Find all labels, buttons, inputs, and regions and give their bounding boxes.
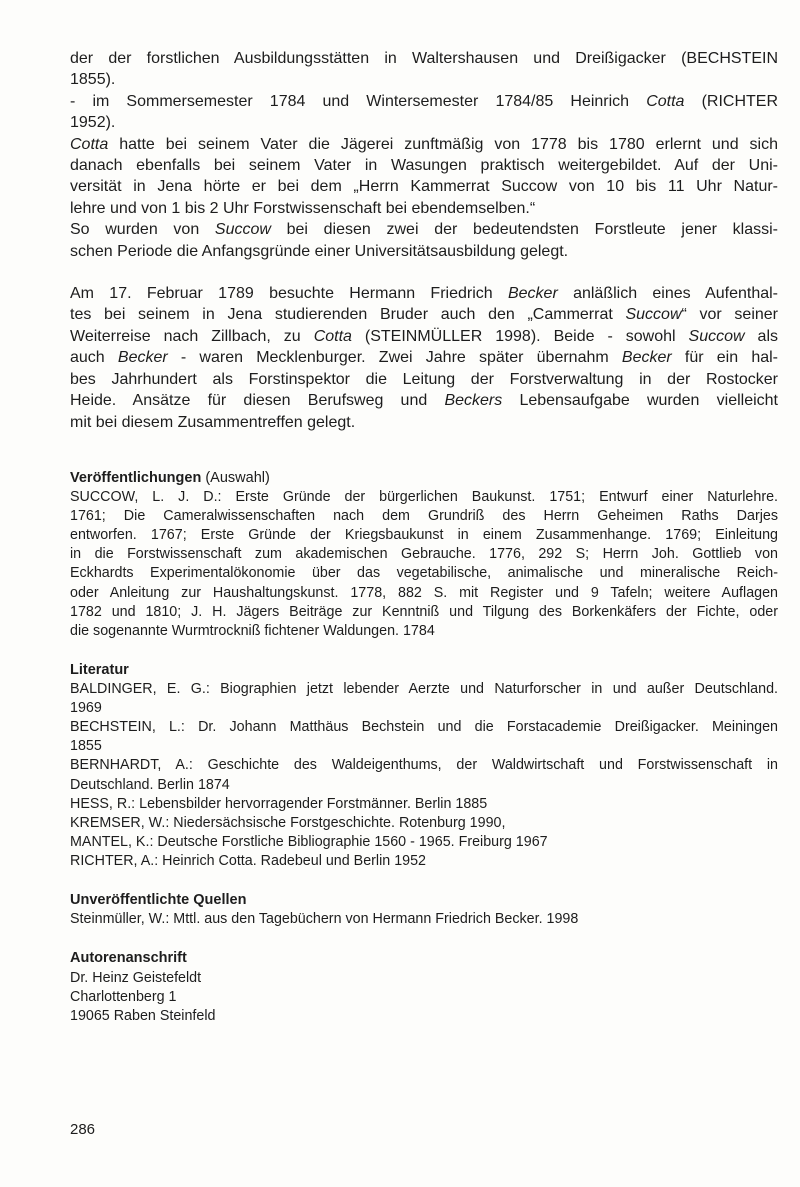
- list-item: Deutschland. Berlin 1874: [70, 776, 230, 793]
- section-heading: Unveröffentlichte Quellen: [70, 892, 247, 908]
- text-line: auch Becker - waren Mecklenburger. Zwei Jahre später übernahm Becker für ein hal-: [70, 349, 779, 367]
- list-item: RICHTER, A.: Heinrich Cotta. Radebeul und Berlin 1952: [70, 852, 427, 869]
- text-line: Weiterreise nach Zillbach, zu Cotta (STEINMÜLLER 1998). Beide - sowohl Succow als: [70, 327, 779, 345]
- section-heading: Veröffentlichungen (Auswahl): [70, 469, 270, 486]
- text-line: danach ebenfalls bei seinem Vater in Wasungen praktisch weitergebildet. Auf der Uni-: [70, 157, 778, 175]
- text-line: Am 17. Februar 1789 besuchte Hermann Friedrich Becker anläßlich eines Aufenthal-: [70, 285, 779, 303]
- text-line: So wurden von Succow bei diesen zwei der bedeutendsten Forstleute jener klassi-: [70, 221, 778, 239]
- list-item: in die Forstwissenschaft zum akademischen Gebrauche. 1776, 292 S; Herrn Joh. Gottlieb von: [70, 546, 778, 563]
- list-item: 1969: [70, 700, 102, 717]
- address-line: Charlottenberg 1: [70, 988, 177, 1005]
- page-number: 286: [70, 1121, 96, 1138]
- list-item: 1761; Die Cameralwissenschaften nach dem Grundriß des Herrn Geheimen Raths Darjes: [70, 508, 778, 525]
- publications-section: [70, 469, 778, 641]
- list-item: oder Anleitung zur Haushaltungskunst. 1778, 882 S. mit Register und 9 Tafeln; weitere Auflagen: [70, 584, 778, 601]
- list-item: BALDINGER, E. G.: Biographien jetzt lebender Aerzte und Naturforscher in und außer Deutschland.: [70, 681, 778, 698]
- list-item: SUCCOW, L. J. D.: Erste Gründe der bürgerlichen Baukunst. 1751; Entwurf einer Naturlehre.: [70, 489, 778, 506]
- unpublished-sources-section: [70, 891, 778, 929]
- text-line: Cotta hatte bei seinem Vater die Jägerei zunftmäßig von 1778 bis 1780 erlernt und sich: [70, 135, 778, 153]
- text-line: - im Sommersemester 1784 und Wintersemester 1784/85 Heinrich Cotta (RICHTER: [70, 92, 779, 110]
- text-line: der der forstlichen Ausbildungsstätten in Waltershausen und Dreißigacker (BECHSTEIN: [70, 50, 778, 67]
- text-line: tes bei seinem in Jena studierenden Bruder auch den „Cammerrat Succow“ vor seiner: [70, 306, 779, 324]
- list-item: HESS, R.: Lebensbilder hervorragender Forstmänner. Berlin 1885: [70, 795, 488, 812]
- address-line: Dr. Heinz Geistefeldt: [70, 969, 202, 986]
- section-heading: Literatur: [70, 661, 129, 678]
- list-item: BERNHARDT, A.: Geschichte des Waldeigenthums, der Waldwirtschaft und Forstwissenschaft in: [70, 757, 778, 774]
- list-item: entworfen. 1767; Erste Gründe der Kriegsbaukunst in einem Zusammenhange. 1769; Einleitung: [70, 527, 778, 544]
- text-line: mit bei diesem Zusammentreffen gelegt.: [70, 413, 356, 431]
- list-item: 1782 und 1810; J. H. Jägers Beiträge zur Kenntniß und Tilgung des Borkenkäfers der Fichte, oder: [70, 603, 778, 620]
- address-line: 19065 Raben Steinfeld: [70, 1007, 216, 1024]
- list-item: Steinmüller, W.: Mttl. aus den Tagebüchern von Hermann Friedrich Becker. 1998: [70, 911, 579, 928]
- section-heading: Autorenanschrift: [70, 950, 187, 967]
- unpublished-list: [70, 910, 778, 929]
- text-line: lehre und von 1 bis 2 Uhr Forstwissenschaft bei ebendemselben.“: [70, 199, 536, 217]
- list-item: 1855: [70, 738, 102, 755]
- text-line: schen Periode die Anfangsgründe einer Universitätsausbildung gelegt.: [70, 242, 569, 260]
- body-paragraph-2: [70, 283, 778, 433]
- text-line: bes Jahrhundert als Forstinspektor die Leitung der Forstverwaltung in der Rostocker: [70, 370, 778, 388]
- list-item: MANTEL, K.: Deutsche Forstliche Bibliographie 1560 - 1965. Freiburg 1967: [70, 833, 548, 850]
- list-item: Eckhardts Experimentalökonomie über das vegetabilische, animalische und mineralische Reich-: [70, 565, 778, 582]
- list-item: KREMSER, W.: Niedersächsische Forstgeschichte. Rotenburg 1990,: [70, 814, 506, 831]
- body-paragraph-1: [70, 48, 778, 262]
- author-address-section: [70, 949, 778, 1025]
- literature-section: [70, 661, 778, 871]
- literature-list: [70, 680, 778, 871]
- text-line: versität in Jena hörte er bei dem „Herrn Kammerrat Succow von 10 bis 11 Uhr Natur-: [70, 178, 778, 196]
- list-item: die sogenannte Wurmtrockniß fichtener Waldungen. 1784: [70, 622, 435, 639]
- list-item: BECHSTEIN, L.: Dr. Johann Matthäus Bechstein und die Forstacademie Dreißigacker. Meiningen: [70, 719, 778, 736]
- text-line: 1855).: [70, 71, 116, 89]
- text-line: Heide. Ansätze für diesen Berufsweg und Beckers Lebensaufgabe wurden vielleicht: [70, 392, 778, 410]
- address-lines: [70, 969, 778, 1026]
- text-line: 1952).: [70, 114, 116, 132]
- publications-list: [70, 488, 778, 641]
- page-content: [70, 48, 778, 1026]
